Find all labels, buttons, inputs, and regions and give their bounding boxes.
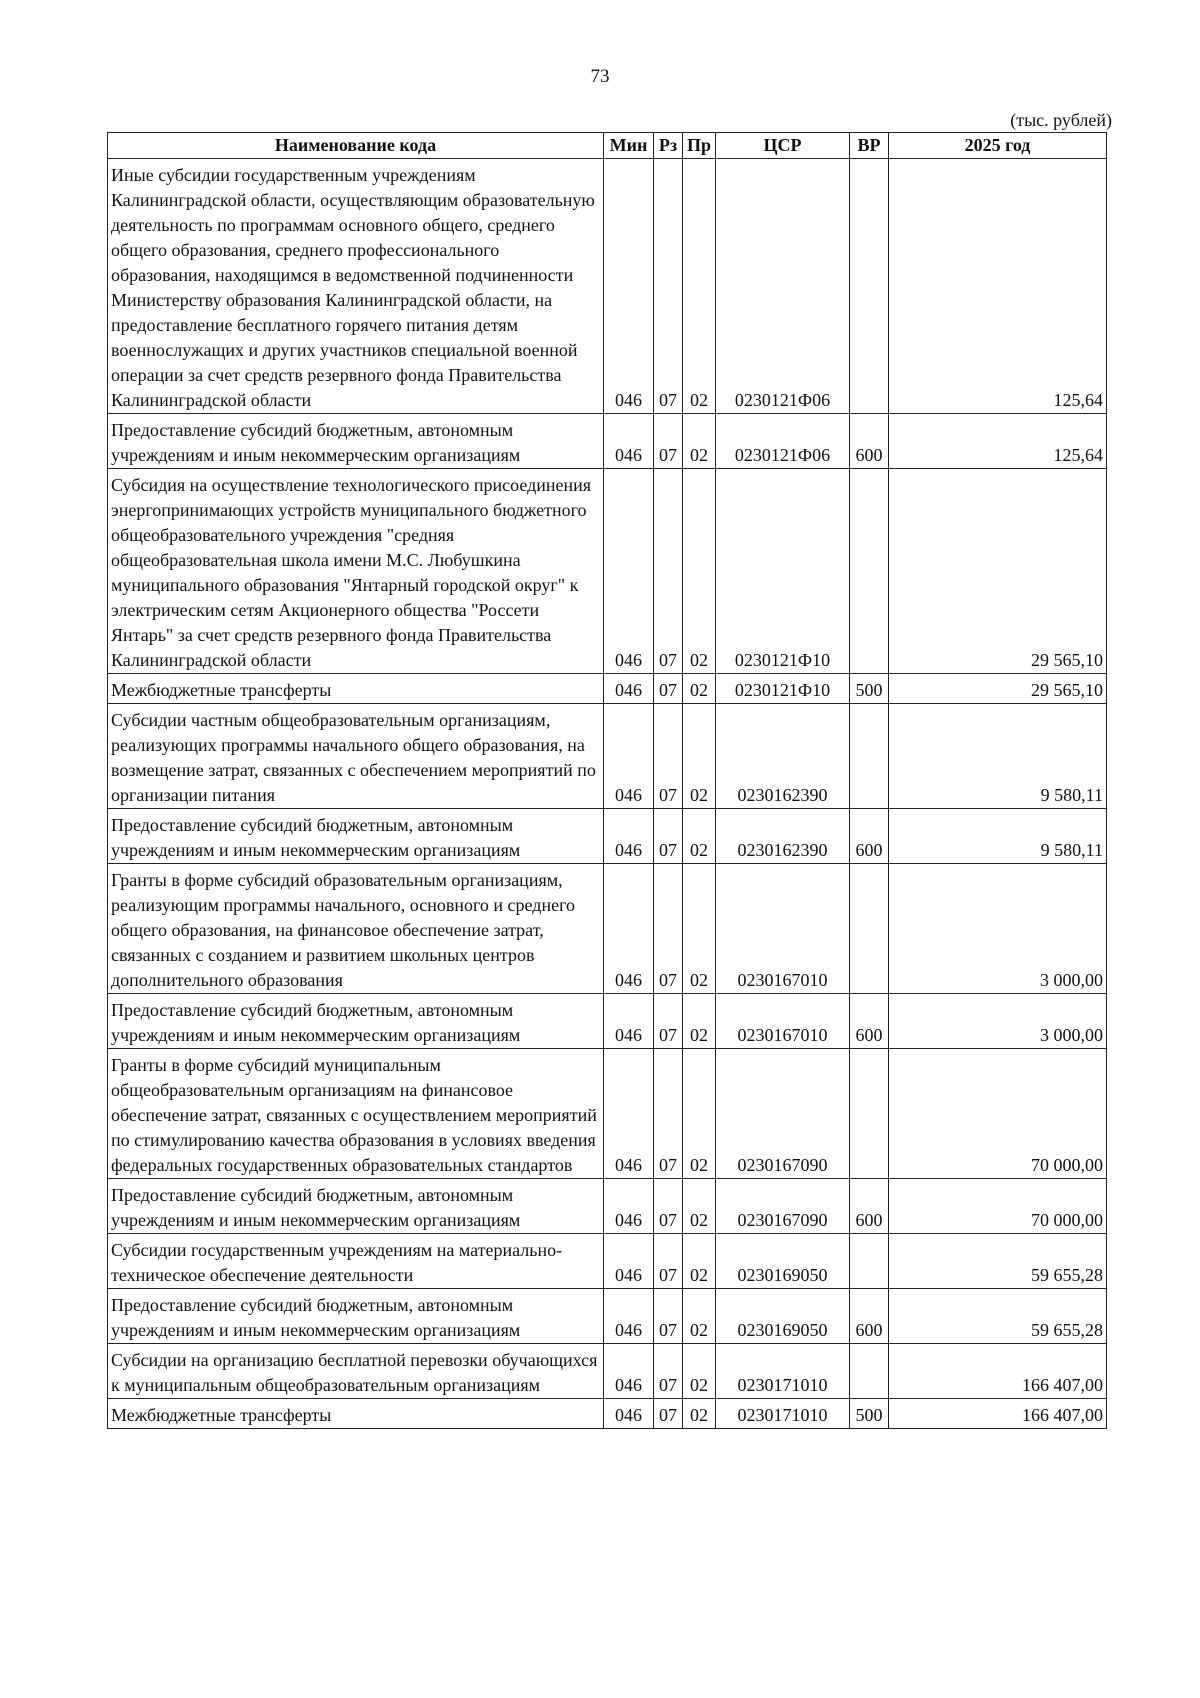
row-csr: 0230167090 [716,1049,850,1179]
row-name: Гранты в форме субсидий образовательным организациям, реализующим программы начального, основного и среднего общего образования, на финансовое обеспечение затрат, связанных с созданием и развитием школьных центров дополнительного образования [108,864,604,994]
row-name: Иные субсидии государственным учреждениям Калининградской области, осуществляющим образовательную деятельность по программам основного общего, среднего общего образования, среднего профессионального образования, находящимся в ведомственной подчиненности Министерству образования Калининградской области, на предоставление бесплатного горячего питания детям военнослужащих и других участников специальной военной операции за счет средств резервного фонда Правительства Калининградской области [108,159,604,414]
row-pr: 02 [683,1049,716,1179]
row-min: 046 [604,1289,654,1344]
row-name: Предоставление субсидий бюджетным, автономным учреждениям и иным некоммерческим организациям [108,1179,604,1234]
row-name: Субсидия на осуществление технологического присоединения энергопринимающих устройств муниципального бюджетного общеобразовательного учреждения "средняя общеобразовательная школа имени М.С. Любушкина муниципального образования "Янтарный городской округ" к электрическим сетям Акционерного общества "Россети Янтарь" за счет средств резервного фонда Правительства Калининградской области [108,469,604,674]
row-min: 046 [604,674,654,704]
row-vr [850,1049,889,1179]
row-amount: 29 565,10 [889,674,1107,704]
row-amount: 125,64 [889,159,1107,414]
row-vr: 600 [850,809,889,864]
row-name: Предоставление субсидий бюджетным, автономным учреждениям и иным некоммерческим организациям [108,1289,604,1344]
row-vr: 500 [850,1399,889,1429]
table-row [108,1289,1107,1344]
row-csr: 0230169050 [716,1289,850,1344]
row-csr: 0230121Ф10 [716,674,850,704]
row-pr: 02 [683,1234,716,1289]
row-name: Межбюджетные трансферты [108,1399,604,1429]
row-min: 046 [604,1399,654,1429]
table-row [108,864,1107,994]
row-csr: 0230167010 [716,864,850,994]
header-csr: ЦСР [716,133,850,159]
page-number: 73 [590,66,610,87]
table-row [108,809,1107,864]
table-row [108,1179,1107,1234]
row-amount: 125,64 [889,414,1107,469]
row-amount: 166 407,00 [889,1344,1107,1399]
row-csr: 0230171010 [716,1344,850,1399]
row-amount: 70 000,00 [889,1179,1107,1234]
header-min: Мин [604,133,654,159]
row-pr: 02 [683,809,716,864]
table-row [108,994,1107,1049]
row-pr: 02 [683,159,716,414]
row-amount: 29 565,10 [889,469,1107,674]
row-rz: 07 [654,809,683,864]
row-rz: 07 [654,414,683,469]
row-csr: 0230169050 [716,1234,850,1289]
row-csr: 0230162390 [716,704,850,809]
row-name: Предоставление субсидий бюджетным, автономным учреждениям и иным некоммерческим организациям [108,994,604,1049]
row-rz: 07 [654,994,683,1049]
row-min: 046 [604,1179,654,1234]
row-name: Предоставление субсидий бюджетным, автономным учреждениям и иным некоммерческим организациям [108,414,604,469]
table-row [108,1344,1107,1399]
row-amount: 9 580,11 [889,809,1107,864]
row-amount: 70 000,00 [889,1049,1107,1179]
row-min: 046 [604,1049,654,1179]
row-min: 046 [604,1234,654,1289]
table-row [108,1049,1107,1179]
row-amount: 166 407,00 [889,1399,1107,1429]
table-row [108,1399,1107,1429]
table-row [108,704,1107,809]
row-min: 046 [604,159,654,414]
row-pr: 02 [683,414,716,469]
table-row [108,674,1107,704]
header-pr: Пр [683,133,716,159]
row-csr: 0230121Ф06 [716,159,850,414]
row-min: 046 [604,469,654,674]
row-rz: 07 [654,704,683,809]
row-rz: 07 [654,469,683,674]
row-amount: 9 580,11 [889,704,1107,809]
row-csr: 0230167090 [716,1179,850,1234]
header-name: Наименование кода [108,133,604,159]
row-vr: 600 [850,1179,889,1234]
row-pr: 02 [683,674,716,704]
row-vr [850,469,889,674]
row-min: 046 [604,864,654,994]
row-rz: 07 [654,864,683,994]
budget-table [107,132,1107,1429]
unit-note: (тыс. рублей) [1010,110,1112,130]
row-pr: 02 [683,994,716,1049]
row-csr: 0230162390 [716,809,850,864]
row-rz: 07 [654,1179,683,1234]
row-pr: 02 [683,864,716,994]
row-rz: 07 [654,1289,683,1344]
row-name: Субсидии на организацию бесплатной перевозки обучающихся к муниципальным общеобразовательным организациям [108,1344,604,1399]
row-pr: 02 [683,1289,716,1344]
row-pr: 02 [683,1399,716,1429]
row-name: Субсидии частным общеобразовательным организациям, реализующих программы начального общего образования, на возмещение затрат, связанных с обеспечением мероприятий по организации питания [108,704,604,809]
row-vr [850,159,889,414]
row-vr: 500 [850,674,889,704]
row-pr: 02 [683,469,716,674]
row-rz: 07 [654,1234,683,1289]
row-amount: 59 655,28 [889,1289,1107,1344]
row-min: 046 [604,414,654,469]
row-amount: 59 655,28 [889,1234,1107,1289]
table-row [108,159,1107,414]
row-vr: 600 [850,1289,889,1344]
header-vr: ВР [850,133,889,159]
row-csr: 0230167010 [716,994,850,1049]
row-vr: 600 [850,414,889,469]
row-min: 046 [604,1344,654,1399]
row-rz: 07 [654,1399,683,1429]
row-name: Предоставление субсидий бюджетным, автономным учреждениям и иным некоммерческим организациям [108,809,604,864]
row-min: 046 [604,809,654,864]
row-vr: 600 [850,994,889,1049]
row-pr: 02 [683,1344,716,1399]
row-name: Межбюджетные трансферты [108,674,604,704]
row-rz: 07 [654,674,683,704]
header-rz: Рз [654,133,683,159]
table-header-row [108,133,1107,159]
row-pr: 02 [683,1179,716,1234]
row-amount: 3 000,00 [889,864,1107,994]
row-rz: 07 [654,159,683,414]
row-vr [850,704,889,809]
row-min: 046 [604,704,654,809]
row-rz: 07 [654,1049,683,1179]
table-row [108,469,1107,674]
table-row [108,1234,1107,1289]
row-csr: 0230171010 [716,1399,850,1429]
row-amount: 3 000,00 [889,994,1107,1049]
row-csr: 0230121Ф06 [716,414,850,469]
table-row [108,414,1107,469]
row-min: 046 [604,994,654,1049]
row-vr [850,864,889,994]
row-vr [850,1344,889,1399]
header-year: 2025 год [889,133,1107,159]
row-name: Субсидии государственным учреждениям на материально-техническое обеспечение деятельности [108,1234,604,1289]
row-name: Гранты в форме субсидий муниципальным общеобразовательным организациям на финансовое обеспечение затрат, связанных с осуществлением мероприятий по стимулированию качества образования в условиях введения федеральных государственных образовательных стандартов [108,1049,604,1179]
row-csr: 0230121Ф10 [716,469,850,674]
row-rz: 07 [654,1344,683,1399]
row-vr [850,1234,889,1289]
row-pr: 02 [683,704,716,809]
